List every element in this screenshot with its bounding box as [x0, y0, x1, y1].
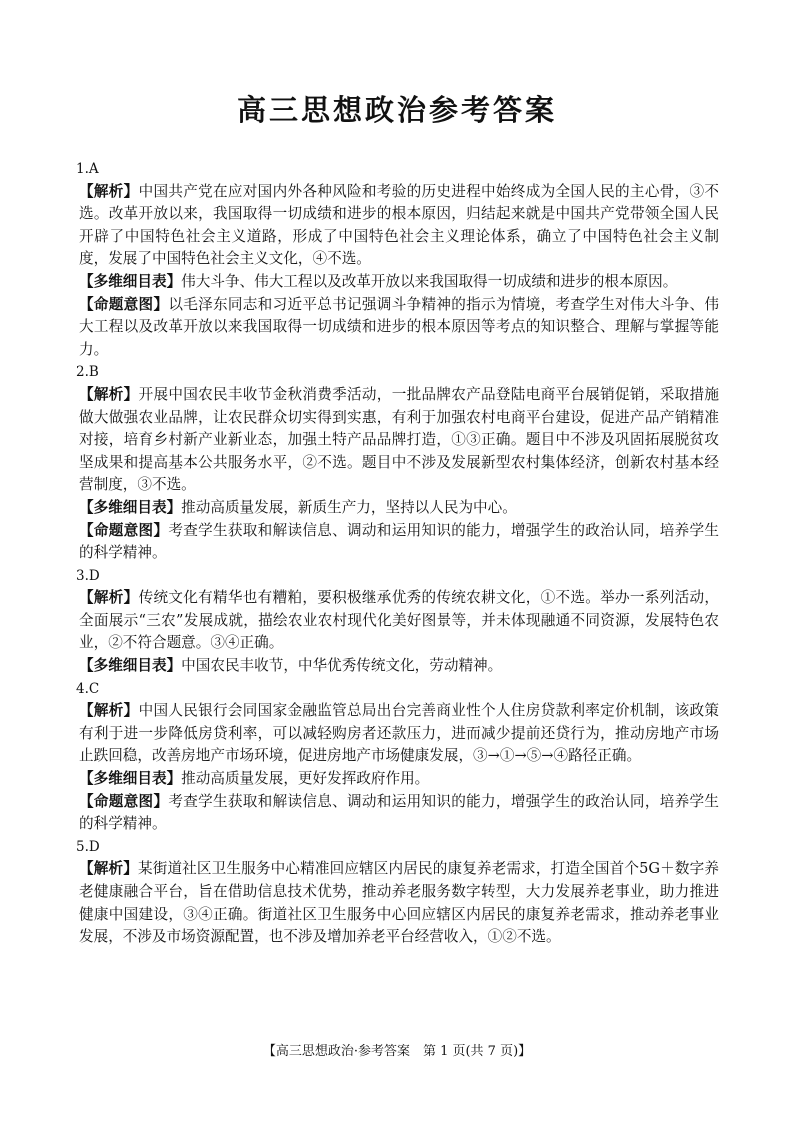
section-text: 伟大斗争、伟大工程以及改革开放以来我国取得一切成绩和进步的根本原因。 — [181, 272, 678, 290]
question-5 — [76, 836, 719, 949]
analysis-paragraph — [79, 587, 719, 655]
section-text: 以毛泽东同志和习近平总书记强调斗争精神的指示为情境，考查学生对伟大斗争、伟大工程以及改革开放以来我国取得一切成绩和进步的根本原因等考点的知识整合、理解与掌握等能力。 — [79, 295, 719, 358]
detail-table-paragraph — [79, 655, 719, 678]
section-text: 推动高质量发展，新质生产力，坚持以人民为中心。 — [181, 498, 517, 516]
detail-table-paragraph — [79, 497, 719, 520]
section-text: 中国人民银行会同国家金融监管总局出台完善商业性个人住房贷款利率定价机制，该政策有利于进一步降低房贷利率，可以减轻购房者还款压力，进而减少提前还贷行为，推动房地产市场止跌回稳，改善房地产市场环境，促进房地产市场健康发展，③→①→⑤→④路径正确。 — [79, 702, 719, 765]
intent-paragraph — [79, 520, 719, 565]
section-text: 中国共产党在应对国内外各种风险和考验的历史进程中始终成为全国人民的主心骨，③不选。改革开放以来，我国取得一切成绩和进步的根本原因，归结起来就是中国共产党带领全国人民开辟了中国特色社会主义道路，形成了中国特色社会主义理论体系，确立了中国特色社会主义制度，发展了中国特色社会主义文化，④不选。 — [79, 182, 719, 268]
section-text: 考查学生获取和解读信息、调动和运用知识的能力，增强学生的政治认同，培养学生的科学精神。 — [79, 521, 719, 562]
analysis-paragraph — [79, 384, 719, 497]
question-1 — [76, 158, 719, 361]
section-tag: 【解析】 — [79, 182, 139, 200]
section-tag: 【命题意图】 — [79, 792, 169, 810]
analysis-paragraph — [79, 181, 719, 271]
question-number: 5.D — [76, 838, 100, 855]
section-text: 中国农民丰收节，中华优秀传统文化，劳动精神。 — [181, 657, 503, 675]
section-tag: 【多维细目表】 — [79, 657, 182, 675]
document-title: 高三思想政治参考答案 — [236, 93, 557, 127]
detail-table-paragraph — [79, 768, 719, 791]
detail-table-paragraph — [79, 271, 719, 294]
section-tag: 【解析】 — [79, 589, 139, 607]
intent-paragraph — [79, 791, 719, 836]
analysis-paragraph — [79, 700, 719, 768]
answer-content — [76, 158, 719, 949]
intent-paragraph — [79, 294, 719, 362]
section-text: 考查学生获取和解读信息、调动和运用知识的能力，增强学生的政治认同，培养学生的科学精神。 — [79, 792, 719, 833]
section-text: 推动高质量发展，更好发挥政府作用。 — [181, 770, 430, 788]
section-text: 传统文化有精华也有糟粕，要积极继承优秀的传统农耕文化，①不选。举办一系列活动，全面展示“三农”发展成就，描绘农业农村现代化美好图景等，并未体现融通不同资源，发展特色农业，②不符合题意。③④正确。 — [79, 589, 719, 652]
section-tag: 【命题意图】 — [79, 295, 169, 313]
question-number: 3.D — [76, 567, 100, 584]
section-tag: 【命题意图】 — [79, 521, 169, 539]
section-text: 开展中国农民丰收节金秋消费季活动，一批品牌农产品登陆电商平台展销促销，采取措施做大做强农业品牌，让农民群众切实得到实惠，有利于加强农村电商平台建设，促进产品产销精准对接，培育乡村新产业新业态，加强土特产品品牌打造，①③正确。题目中不涉及巩固拓展脱贫攻坚成果和提高基本公共服务水平，②不选。题目中不涉及发展新型农村集体经济，创新农村基本经营制度，③不选。 — [79, 385, 719, 494]
section-tag: 【解析】 — [79, 702, 139, 720]
question-number: 1.A — [76, 161, 99, 177]
section-tag: 【解析】 — [79, 860, 138, 878]
question-2 — [76, 361, 719, 564]
question-number: 2.B — [76, 364, 99, 381]
section-tag: 【多维细目表】 — [79, 498, 182, 516]
section-tag: 【解析】 — [79, 385, 139, 403]
question-4 — [76, 678, 719, 836]
section-tag: 【多维细目表】 — [79, 770, 182, 788]
section-tag: 【多维细目表】 — [79, 272, 182, 290]
section-text: 某街道社区卫生服务中心精准回应辖区内居民的康复养老需求，打造全国首个5G＋数字养老健康融合平台，旨在借助信息技术优势，推动养老服务数字转型，大力发展养老事业，助力推进健康中国建设，③④正确。街道社区卫生服务中心回应辖区内居民的康复养老需求，推动养老事业发展，不涉及市场资源配置，也不涉及增加养老平台经营收入，①②不选。 — [79, 860, 719, 946]
question-number: 4.C — [76, 680, 100, 697]
analysis-paragraph — [79, 858, 719, 948]
page-footer: 【高三思想政治·参考答案 第 1 页(共 7 页)】 — [262, 1044, 532, 1059]
question-3 — [76, 565, 719, 678]
